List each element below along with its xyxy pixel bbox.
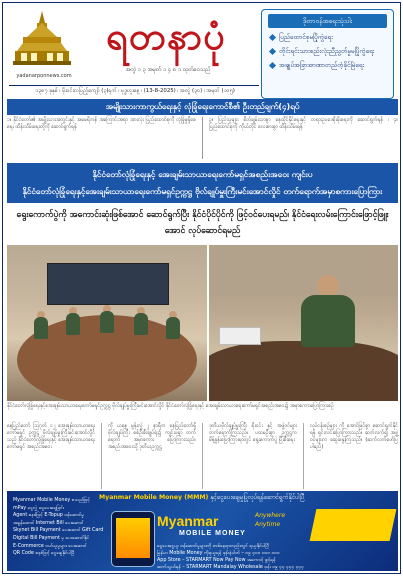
duty-item bbox=[270, 46, 387, 56]
duties-box bbox=[261, 9, 394, 99]
advert-detail-line: ငွေပေးငွေယူ ဝန်ဆောင်မှုများကို တစ်နေရာတည်းတွင် ရယူနိုင်ပါပြီ bbox=[157, 544, 270, 549]
pagoda-logo-icon bbox=[11, 9, 73, 71]
wall-panel bbox=[209, 245, 398, 295]
article-col-1: နေပြည်တော် ဩဂုတ် ၁၂ အေးချမ်းသာယာရေးကော်မရှင် ဥက္ကဋ္ဌ ဗိုလ်ချုပ်မှူးကြီးမင်းအောင်လှိုင် သည် နိုင်ငံတော်လုံခြုံရေးနှင့် အေးချမ်းသာယာရေးကော်မရှင် အစည်းအဝေး bbox=[7, 423, 95, 450]
advert-service-item: QR Code စနစ်ဖြင့် ငွေချေနိုင်ပါပြီ bbox=[13, 551, 75, 557]
objectives-col-2: ၃။ ပြည်သူများ စိတ်ချမ်းသာစွာ နေထိုင်နိုင်ရေးနှင့် တရားဥပဒေစိုးမိုးရေးကို ဆောင်ရွက်ရန် ၊ ၄။ ပြည်ထောင်စုကို ကိုယ်တိုင် လေးစားစွာ ထိန်းသိမ်းရန် bbox=[209, 117, 398, 130]
article-body bbox=[7, 423, 398, 489]
bullet-icon bbox=[269, 47, 276, 54]
objectives-body bbox=[7, 117, 398, 159]
advert-service-list bbox=[13, 497, 103, 558]
website-url: yadanarponnews.com bbox=[16, 73, 72, 79]
column-divider bbox=[202, 423, 203, 489]
attendee bbox=[66, 313, 80, 335]
advert-details bbox=[157, 543, 393, 571]
main-headline-line-1: နိုင်ငံတော်လုံခြုံရေးနှင့် အေးချမ်းသာယာရေးကော်မရှင်အစည်းအဝေး ကျင်းပ bbox=[92, 169, 313, 179]
column-divider bbox=[101, 423, 102, 489]
advert-service-item: E-Commerce ဝယ်ယူမှုများ ပေးဆောင် bbox=[13, 543, 87, 549]
advert-detail-line: မြန်မာ Mobile Money ကိုရယူရန် ဖုန်းနံပါတ် – ၀၉ ၄၀၀ ၀၀၀ ၀၀၀ bbox=[157, 551, 280, 556]
advert-service-item: Digital Bill Payment မှ ပေးဆောင်နိုင် bbox=[13, 535, 90, 541]
issue-subtitle: အတွဲ ၁ ၃ အမှတ် ၁ ၄ ၈ ၁ ထုတ်ဝေသည် bbox=[125, 67, 211, 73]
advert-tagline: Anywhere Anytime bbox=[255, 512, 286, 528]
duty-text: တိုင်းရင်းသားစည်းလုံးညီညွတ်မှုမပြိုကွဲရေး bbox=[279, 47, 375, 55]
advert-service-item: အခွန်ဆောင် Internet Bill ပေးဆောင် bbox=[13, 520, 84, 526]
attendee bbox=[134, 313, 148, 335]
logo-brand-top: Myanmar bbox=[157, 513, 219, 529]
objectives-headline: အမျိုးသားကာကွယ်ရေးနှင့် လုံခြုံရေးကောင်စီ၏ ဦးတည်ချက်(၄)ရပ် bbox=[7, 99, 398, 115]
duty-text: ပြည်ထောင်စုမပြိုကွဲရေး bbox=[279, 33, 333, 41]
article-col-4: လုပ်ငန်းစဉ်များ ကို အောင်မြင်စွာ ဆောင်ရွက်နိုင်ရန် ရှင်းလင်းပြောကြားသည်။ ဆက်လက်၍ အဖွဲ့ဝင်များက ဆွေးနွေးကြသည်။ (ဆက်လက်ဖော်ပြပါမည်) bbox=[310, 423, 398, 450]
phone-screen bbox=[116, 518, 150, 558]
advert-service-item: Agent စနစ်ဖြင့် E-Topup ဝန်ဆောင်မှု bbox=[13, 513, 84, 519]
duties-heading: ဒိုတာဝန်အရေးသုံးပါး bbox=[268, 14, 387, 28]
advert-service-item: Skynet Bill Payment ပေးဆောင် Gift Card bbox=[13, 528, 104, 534]
duty-item bbox=[270, 60, 387, 70]
advert-service-item: mPay ငွေလွှဲ ငွေပေးချေခြင်း bbox=[13, 505, 65, 511]
advert-headline-en: Myanmar Mobile Money (MMM) bbox=[99, 494, 209, 501]
column-divider bbox=[202, 117, 203, 159]
masthead-divider bbox=[9, 85, 259, 86]
speaker-head bbox=[317, 275, 339, 297]
bullet-icon bbox=[269, 33, 276, 40]
mobile-money-advert bbox=[7, 491, 398, 571]
speaker-uniform bbox=[301, 295, 355, 347]
desk bbox=[209, 341, 398, 401]
photo-caption: နိုင်ငံတော်လုံခြုံရေးနှင့်အေးချမ်းသာယာရေးကော်မရှင်ဥက္ကဋ္ဌ ဗိုလ်ချုပ်မှူးကြီးမင်းအောင်လှိုင် နိုင်ငံတော်လုံခြုံရေးနှင့် အေးချမ်းသာယာရေးကော်မရှင်အစည်းအဝေး၌ အမှာစကားပြောကြားစဉ် bbox=[7, 403, 334, 409]
bullet-icon bbox=[269, 61, 276, 68]
phone-icon bbox=[111, 511, 155, 567]
sub-headline: ရွေးကောက်ပွဲကို အကောင်းဆုံးဖြစ်အောင် ဆောင်ရွက်ပြီး နိုင်ငံပိုင်ပိုင်ကို ဖြင့်ဝင်ပေးရမည်၊ နိုင်ငံရေးလမ်းကြောင်းဖြောင့်ဖြူးအောင် လုပ်ဆောင်ရမည် bbox=[16, 210, 389, 236]
newspaper-front-page bbox=[2, 2, 401, 574]
meeting-photo-right bbox=[209, 245, 398, 401]
duty-item bbox=[270, 32, 387, 42]
column-divider bbox=[303, 423, 304, 489]
advert-detail-line: App Store – STARMART Now Pay Now အကောင့် ဖွင့်ရန် bbox=[157, 558, 276, 563]
advert-headline-mm: နှင့်ငွေပေးချေမှုပြုလုပ်ရန်ဆောင်ရွက်နိုင်ပါပြီ bbox=[208, 494, 305, 501]
document-stack bbox=[219, 327, 261, 345]
article-col-2: ကို ယနေ့ မွန်းလွဲ ၂ နာရီက နေပြည်တော်ရှိ ဗိုလ်ချုပ်ကြီး စစ်ဦးစီးချုပ်ရုံး၌ ကျင်းပရာ တက်ရောက် အမှာစကား ပြောကြားသည်။ အစည်းအဝေးသို့ ဒုတိယဥက္ကဋ္ဌ bbox=[108, 423, 196, 450]
main-headline-box bbox=[7, 163, 398, 203]
dateline: ၁၃၈၇ ခုနှစ် ၊ မိုးဝင်းလပြည့်ကျော် (၃)ရက် ၊ ဗုဒ္ဓဟူးနေ့ ၊ (13-8-2025) ၊ အတွဲ (၃၀) ၊ အမှတ် (၁၀၅) bbox=[35, 88, 235, 94]
advert-detail-line: ဆက်သွယ်ရန် – STARMART Mandalay Wholesale ဖုန်း ၀၉ ၄၄ ၄၄၄ ၄၄၄ bbox=[157, 565, 304, 570]
article-col-3: ဒုတိယဗိုလ်ချုပ်မှူးကြီး စိုးဝင်း နှင့် အဖွဲ့ဝင်များ တက်ရောက်ကြသည်။ ပထမဦးစွာ ဥက္ကဋ္ဌက မိန့်ခွန်းပြောကြားရာတွင် ရွေးကောက်ပွဲ ပြီးစီးရေး bbox=[209, 423, 297, 443]
advert-headline bbox=[99, 494, 394, 504]
objectives-col-1: ၁။ နိုင်ငံတော်၏ အမျိုးသားအတွင်းနှင့် အမေရိကန် အကြောင်းအရာ အားလုံး ပြည်ထောင်စုကို လုံခြုံမှုရှိစေရေး ထိန်းသိမ်းရေးတို့ကို ဆောင်ရွက်ရန် bbox=[7, 117, 196, 130]
masthead bbox=[3, 3, 400, 98]
advert-service-item: Myanmar Mobile Money စသည်ဖြင့် bbox=[13, 498, 90, 503]
meeting-photo-left bbox=[7, 245, 207, 401]
main-headline-line-2: နိုင်ငံတော်လုံခြုံရေးနှင့်အေးချမ်းသာယာရေးကော်မရှင်ဥက္ကဋ္ဌ ဗိုလ်ချုပ်မှူးကြီးမင်းအောင်လှိုင် တက်ရောက်အမှာစကားပြောကြား bbox=[22, 186, 383, 196]
advert-decor-band bbox=[310, 509, 397, 541]
attendee bbox=[34, 317, 48, 339]
duty-text: အချုပ်အခြာအာဏာတည်တံ့ခိုင်မြဲရေး bbox=[279, 61, 365, 69]
mobile-money-logo bbox=[157, 513, 249, 537]
attendee bbox=[166, 317, 180, 339]
newspaper-title: ရတနာပုံ bbox=[106, 13, 226, 58]
attendee bbox=[100, 311, 114, 333]
projector-screen bbox=[47, 263, 169, 305]
logo-brand-bottom: MOBILE MONEY bbox=[179, 530, 246, 537]
